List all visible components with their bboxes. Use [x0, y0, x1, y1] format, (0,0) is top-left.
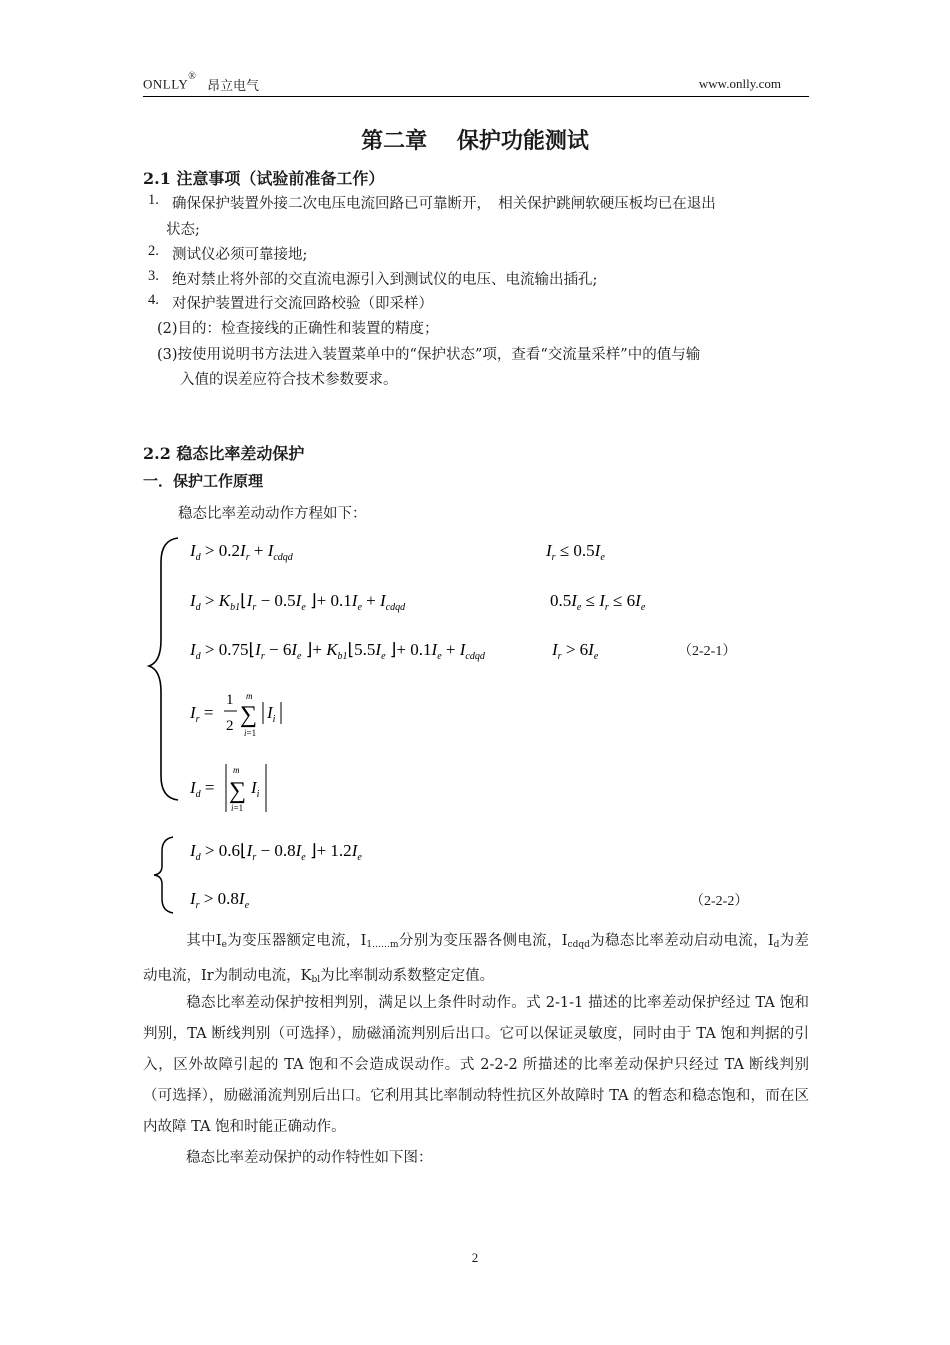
list-item-text: 确保保护装置外接二次电压电流回路已可靠断开， 相关保护跳闸软硬压板均已在退出 [172, 196, 716, 212]
sum-upper: m [233, 765, 240, 775]
eq1-row3-cond: $I_r > 6I_e$ [552, 640, 599, 662]
list-item-number: 3. [148, 268, 159, 284]
eq1-row4-term: $I_i$ [267, 703, 276, 725]
list-item-text: 测试仪必须可靠接地; [172, 247, 308, 263]
left-brace-large [149, 538, 178, 800]
eq1-row1-cond: $I_r \le 0.5I_e$ [546, 541, 605, 563]
list-item-continuation: 状态; [166, 222, 200, 238]
page-number: 2 [471, 1250, 479, 1265]
list-item-number: 2. [148, 243, 159, 259]
equation-number-2: （2-2-2） [690, 894, 749, 909]
fraction-numerator: 1 [226, 692, 234, 708]
brand-chinese-name: 昂立电气 [207, 79, 260, 94]
list-item-number: 1. [148, 192, 159, 208]
sub-item-text: (2)目的：检查接线的正确性和装置的精度； [157, 321, 439, 337]
sub-item-text: (3)按使用说明书方法进入装置菜单中的“保护状态”项，查看“交流量采样”中的值与输 [157, 347, 701, 363]
sub-item-continuation: 入值的误差应符合技术参数要求。 [180, 372, 398, 388]
eq1-row5-term: $I_i$ [251, 778, 260, 800]
eq1-row5-lhs: $I_d$ = [190, 778, 215, 800]
registered-mark: ® [188, 71, 197, 82]
eq1-row3: $I_d$ > $0.75⌊I_r - 6I_e$ ⌋+ $K_{b1}⌊5.5I_e$ ⌋+ $0.1I_e + I_{cdqd}$ [190, 640, 485, 662]
list-item-text: 对保护装置进行交流回路校验（即采样） [172, 296, 433, 312]
paragraph-description: 稳态比率差动保护按相判别，满足以上条件时动作。式 2-1-1 描述的比率差动保护经过 TA 饱和判别，TA 断线判别（可选择），励磁涌流判别后出口。它可以保证灵敏度，同时由于 TA 饱和判据的引入，区外故障引起的 TA 饱和不会造成误动作。式 2-2-2 所描述的比率差动保护只经过 TA 断线判别（可选择），励磁涌流判别后出口。它利用其比率制动特性抗区外故障时 TA 的暂态和稳态饱和，而在区内故障 TA 饱和时能正确动作。 [143, 995, 809, 1135]
sum-lower: i=1 [244, 728, 257, 738]
paragraph-definitions: 其中$I_e$为变压器额定电流，$I_{1\dots\dots m}$分别为变压器各侧电流，$I_{cdqd}$为稳态比率差动启动电流，$I_d$为差动电流，Ir为制动电流，$K_{bl}$为比率制动系数整定定值。 [143, 933, 809, 985]
sub-heading-principle: 一．保护工作原理 [143, 472, 264, 490]
paragraph-figure-intro: 稳态比率差动保护的动作特性如下图： [186, 1150, 433, 1166]
eq1-row1: $I_d > 0.2I_r + I_{cdqd}$ [190, 541, 293, 563]
eq1-row4-lhs: $I_r$ = [190, 703, 214, 725]
equation-number-1: （2-2-1） [678, 644, 737, 659]
eq2-row1: $I_d$ > $0.6⌊I_r - 0.8I_e$ ⌋+ $1.2I_e$ [190, 841, 362, 863]
fraction-denominator: 2 [226, 718, 234, 734]
brand-name: ONLLY [143, 76, 189, 92]
sum-symbol: ∑ [229, 778, 247, 804]
eq1-row2: $I_d$ > $K_{b1}⌊I_r - 0.5I_e$ ⌋+ $0.1I_e + I_{cdqd}$ [190, 591, 406, 613]
left-brace-small [154, 837, 173, 913]
equation-intro: 稳态比率差动动作方程如下： [178, 506, 367, 522]
sum-symbol: ∑ [240, 702, 258, 728]
eq2-row2: $I_r > 0.8I_e$ [190, 889, 250, 911]
chapter-title: 第二章 保护功能测试 [361, 128, 589, 154]
website-url: www.onlly.com [698, 76, 781, 91]
list-item-number: 4. [148, 292, 159, 308]
list-item-text: 绝对禁止将外部的交直流电源引入到测试仪的电压、电流输出插孔; [172, 272, 598, 288]
sum-upper: m [246, 691, 253, 701]
sum-lower: i=1 [231, 803, 244, 813]
eq1-row2-cond: $0.5I_e \le I_r \le 6I_e$ [550, 591, 646, 613]
section-heading-2-2: 2.2 稳态比率差动保护 [143, 444, 305, 463]
section-heading-2-1: 2.1 注意事项（试验前准备工作） [143, 169, 385, 188]
